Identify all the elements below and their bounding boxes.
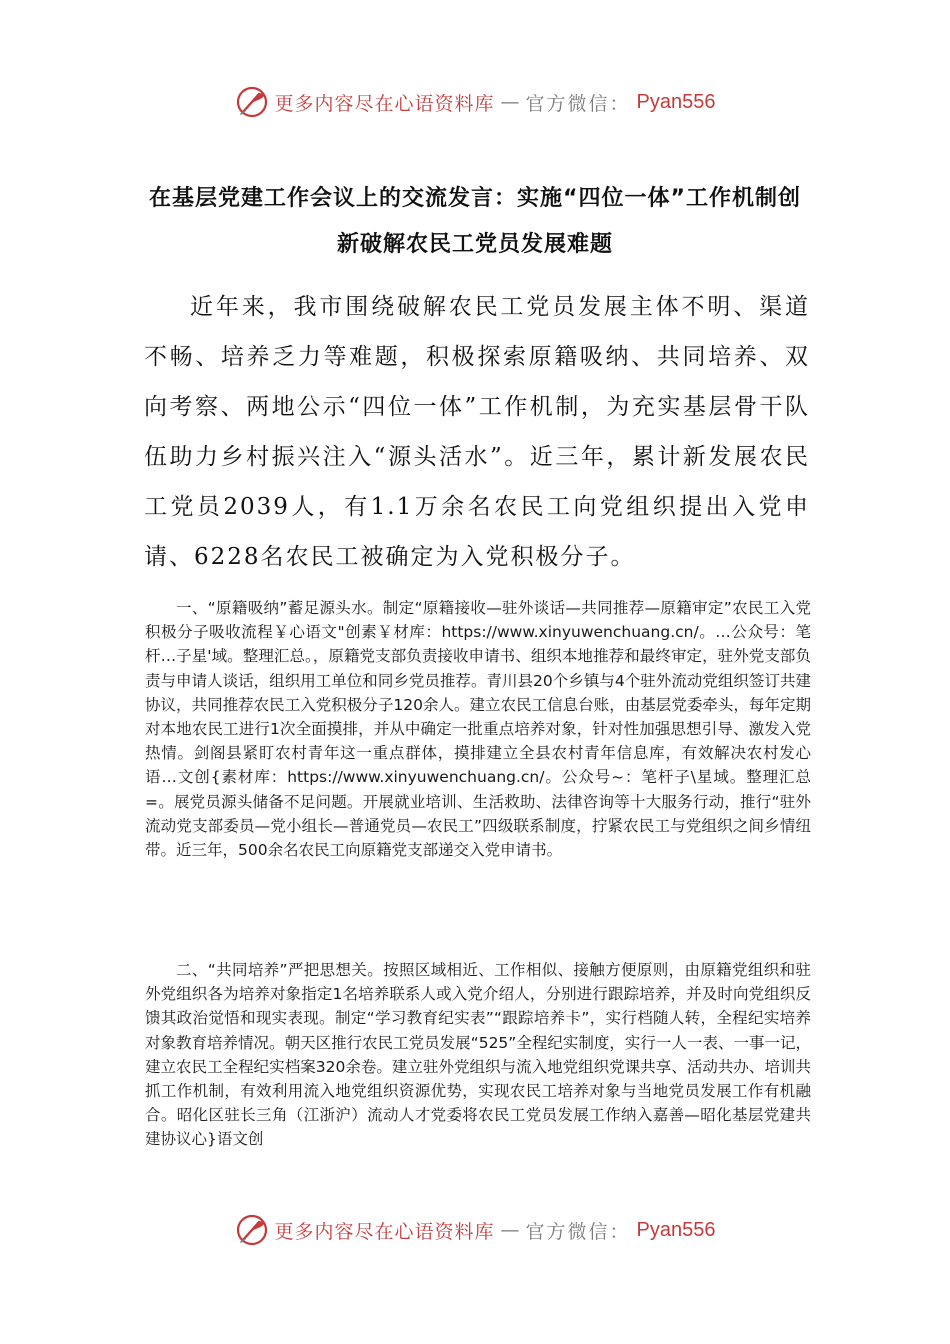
- banner-slogan: 更多内容尽在心语资料库: [274, 92, 495, 115]
- quill-logo-icon: [235, 85, 269, 119]
- header-banner: [0, 80, 950, 124]
- banner-wechat-label: 官方微信：: [525, 1220, 631, 1243]
- banner-wechat-label: 官方微信：: [525, 92, 631, 115]
- banner-separator: —: [500, 1219, 520, 1241]
- banner-separator: —: [500, 91, 520, 113]
- footer-banner: [0, 1208, 950, 1252]
- banner-slogan: 更多内容尽在心语资料库: [274, 1220, 495, 1243]
- banner-wechat-id: Pyan556: [636, 1218, 716, 1241]
- lead-paragraph: 近年来，我市围绕破解农民工党员发展主体不明、渠道不畅、培养乏力等难题，积极探索原籍吸纳、共同培养、双向考察、两地公示“四位一体”工作机制，为充实基层骨干队伍助力乡村振兴注入“源头活水”。近三年，累计新发展农民工党员2039人，有1.1万余名农民工向党组织提出入党申请、6228名农民工被确定为入党积极分子。: [144, 294, 810, 570]
- quill-logo-icon: [235, 1213, 269, 1247]
- document-title: 在基层党建工作会议上的交流发言：实施“四位一体”工作机制创新破解农民工党员发展难题: [149, 186, 801, 257]
- banner-wechat-id: Pyan556: [636, 90, 716, 113]
- section-paragraph-2: 二、“共同培养”严把思想关。按照区域相近、工作相似、接触方便原则，由原籍党组织和驻外党组织各为培养对象指定1名培养联系人或入党介绍人，分别进行跟踪培养，并及时向党组织反馈其政治觉悟和现实表现。制定“学习教育纪实表”“跟踪培养卡”，实行档随人转，全程纪实培养对象教育培养情况。朝天区推行农民工党员发展“525”全程纪实制度，实行一人一表、一事一记，建立农民工全程纪实档案320余卷。建立驻外党组织与流入地党组织党课共享、活动共办、培训共抓工作机制，有效利用流入地党组织资源优势，实现农民工培养对象与当地党员发展工作有机融合。昭化区驻长三角（江浙沪）流动人才党委将农民工党员发展工作纳入嘉善—昭化基层党建共建协议心}语文创: [145, 961, 811, 1149]
- section-paragraph-1: 一、“原籍吸纳”蓄足源头水。制定“原籍接收—驻外谈话—共同推荐—原籍审定”农民工入党积极分子吸收流程￥心语文"创素￥材库：https://www.xinyuwenchuang.cn/。…公众号：笔杆…子星'域。整理汇总。，原籍党支部负责接收申请书、组织本地推荐和最终审定，驻外党支部负责与申请人谈话，组织用工单位和同乡党员推荐。青川县20个乡镇与4个驻外流动党组织签订共建协议，共同推荐农民工入党积极分子120余人。建立农民工信息台账，由基层党委牵头，每年定期对本地农民工进行1次全面摸排，并从中确定一批重点培养对象，针对性加强思想引导、激发入党热情。剑阁县紧盯农村青年这一重点群体，摸排建立全县农村青年信息库，有效解决农村发心语…文创{素材库：https://www.xinyuwenchuang.cn/。公众号~：笔杆子\星域。整理汇总=。展党员源头储备不足问题。开展就业培训、生活救助、法律咨询等十大服务行动，推行“驻外流动党支部委员—党小组长—普通党员—农民工”四级联系制度，拧紧农民工与党组织之间乡情纽带。近三年，500余名农民工向原籍党支部递交入党申请书。: [145, 599, 811, 860]
